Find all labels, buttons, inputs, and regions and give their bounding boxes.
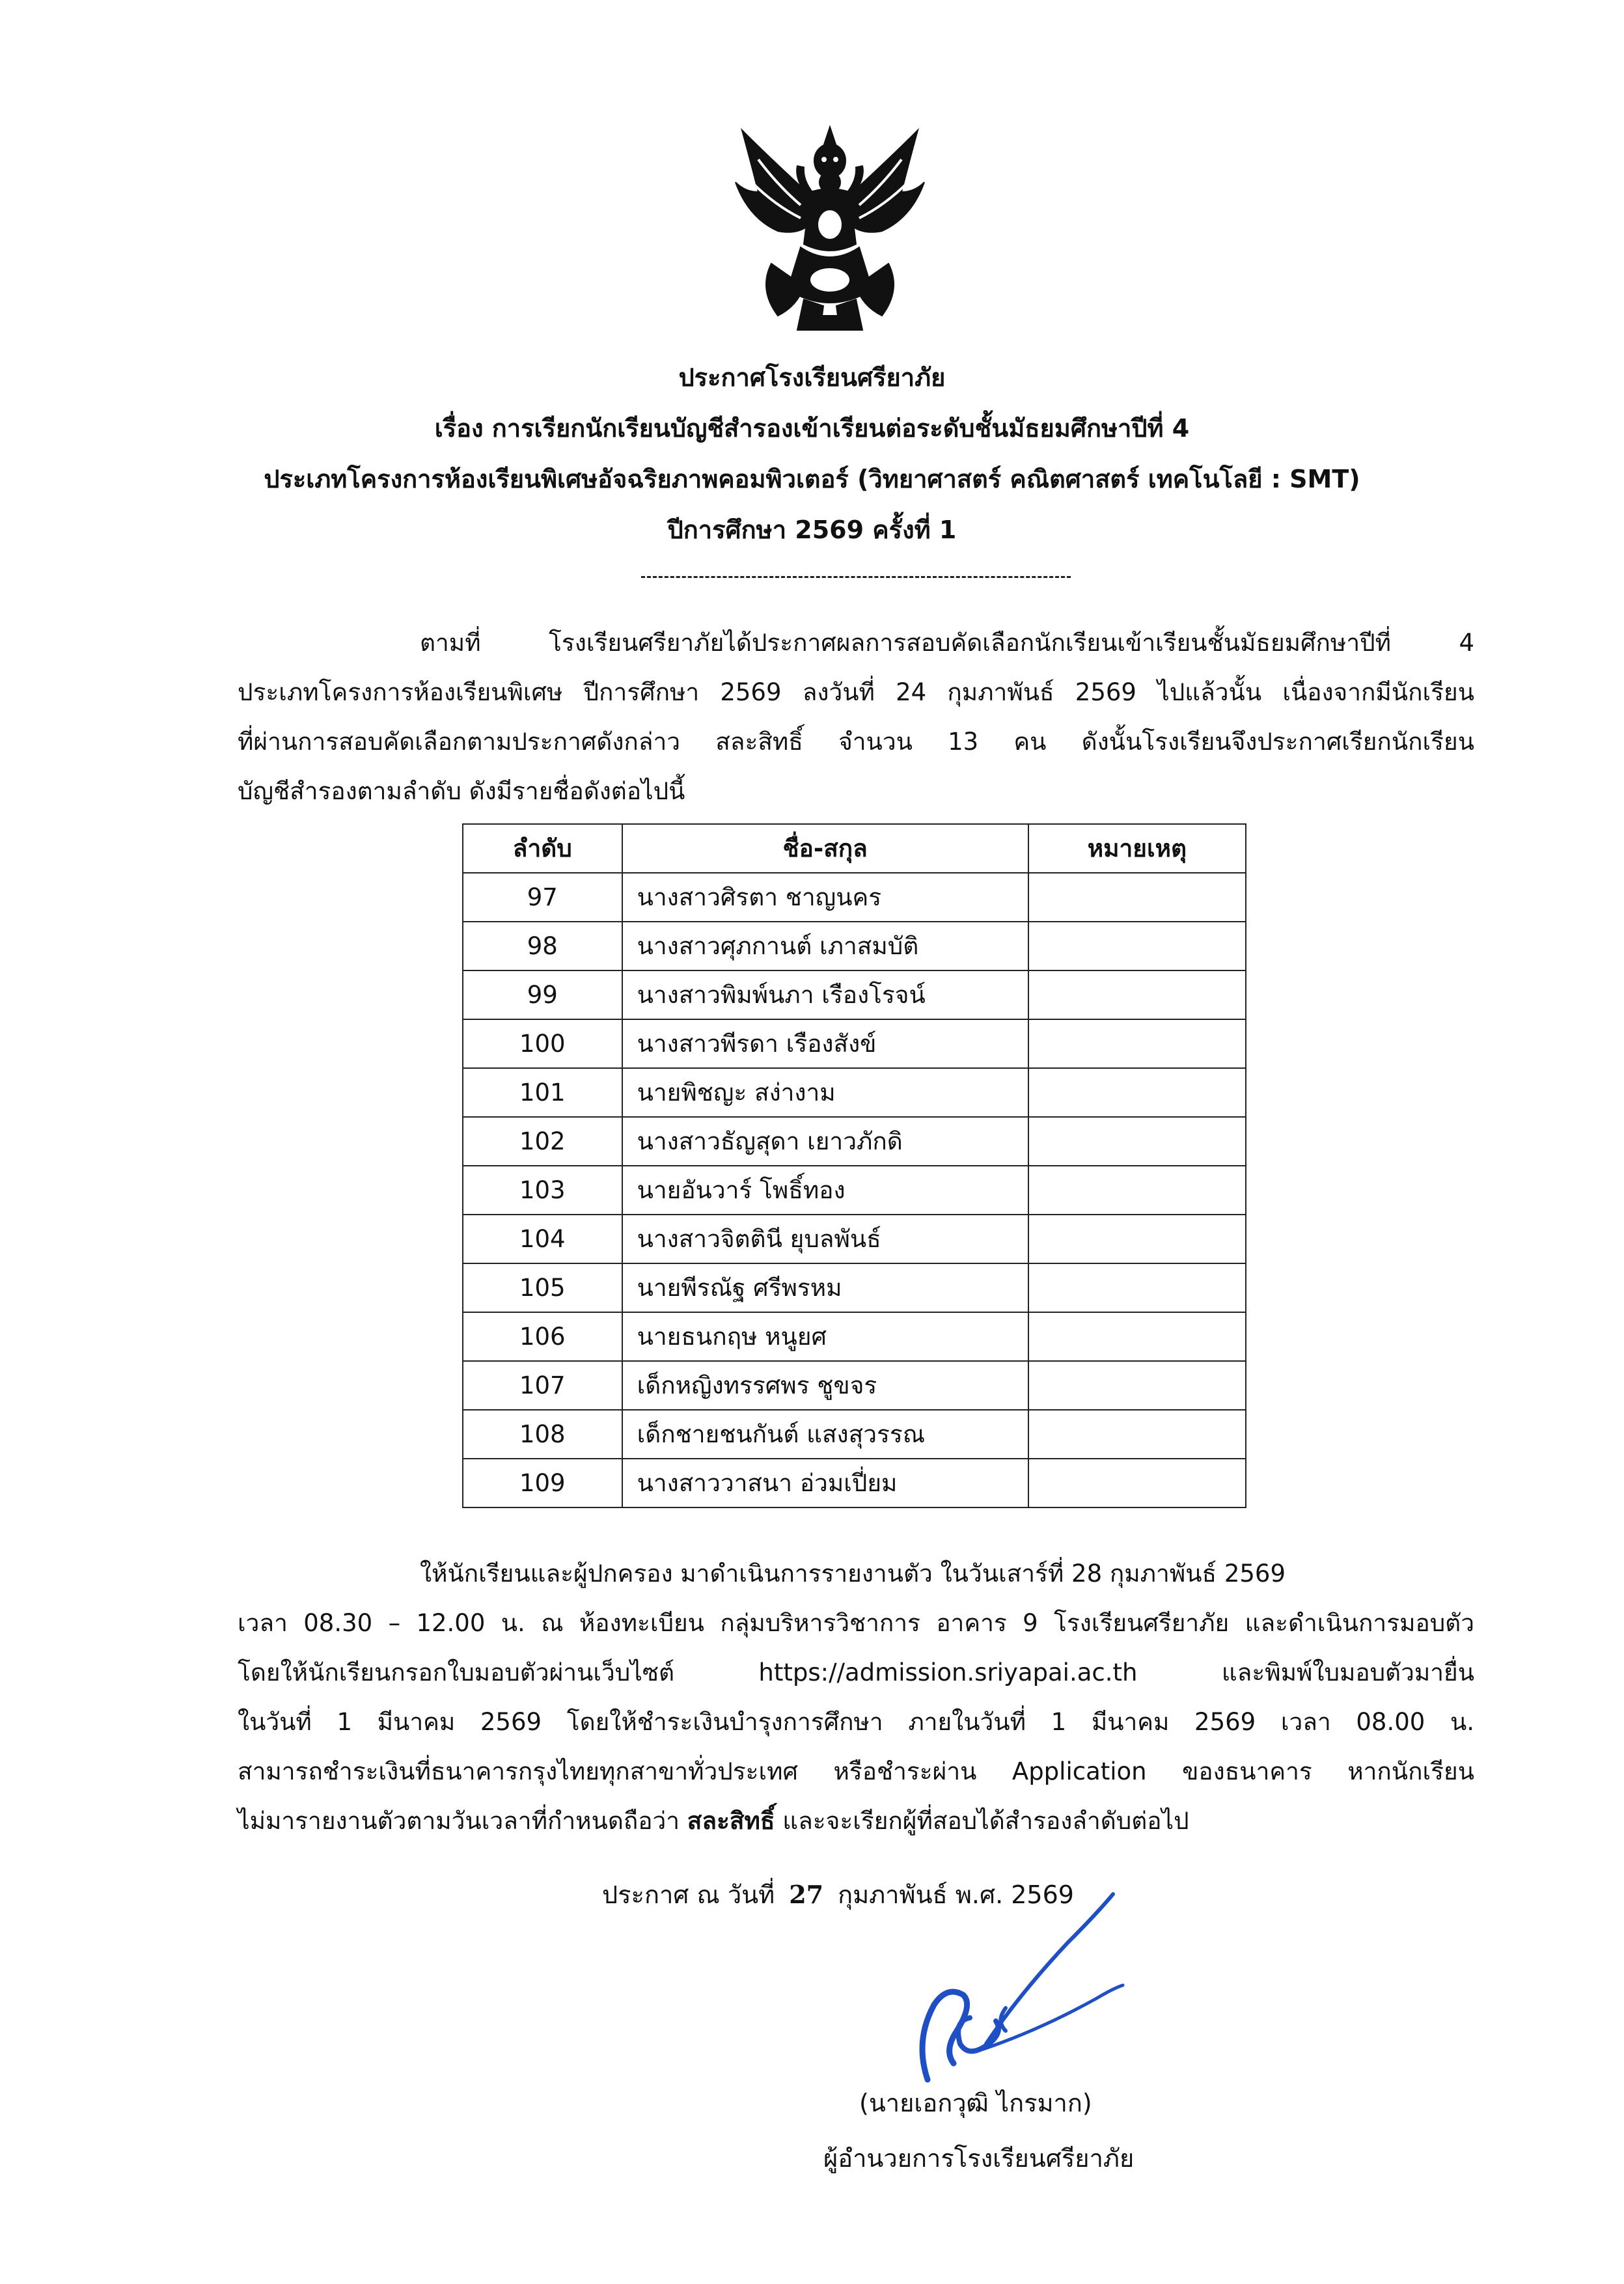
announcement-academic-year: ปีการศึกษา 2569 ครั้งที่ 1 (667, 516, 957, 544)
column-header-note: หมายเหตุ (1028, 824, 1246, 873)
date-suffix: กุมภาพันธ์ พ.ศ. 2569 (838, 1880, 1074, 1909)
header-divider (641, 576, 1071, 578)
table-row (463, 1410, 1246, 1459)
announcement-issuer: ประกาศโรงเรียนศรียาภัย (678, 363, 946, 392)
note-cell (1028, 1410, 1246, 1459)
intro-line: ตามที่ โรงเรียนศรียาภัยได้ประกาศผลการสอบคัดเลือกนักเรียนเข้าเรียนชั้นมัธยมศึกษาปีที่ 4 (420, 629, 1474, 657)
order-cell: 99 (463, 970, 622, 1019)
order-cell: 109 (463, 1459, 622, 1507)
forfeit-emphasis: สละสิทธิ์ (687, 1807, 775, 1835)
note-cell (1028, 1019, 1246, 1068)
date-day: 27 (789, 1880, 824, 1909)
order-cell: 107 (463, 1361, 622, 1410)
table-row (463, 1361, 1246, 1410)
note-cell (1028, 1361, 1246, 1410)
name-cell: นายพิชญะ สง่างาม (622, 1068, 1028, 1117)
name-cell: เด็กชายชนกันต์ แสงสุวรรณ (622, 1410, 1028, 1459)
announcement-subject: เรื่อง การเรียกนักเรียนบัญชีสำรองเข้าเรียนต่อระดับชั้นมัธยมศึกษาปีที่ 4 (434, 414, 1190, 443)
note-cell (1028, 1166, 1246, 1215)
table-row (463, 873, 1246, 922)
note-cell (1028, 873, 1246, 922)
garuda-emblem-icon (732, 120, 928, 335)
name-cell: นายพีรณัฐ ศรีพรหม (622, 1263, 1028, 1312)
handwritten-signature (908, 1891, 1152, 2093)
column-header-name: ชื่อ-สกุล (622, 824, 1028, 873)
order-cell: 98 (463, 922, 622, 970)
instructions-line: โดยให้นักเรียนกรอกใบมอบตัวผ่านเว็บไซต์ https://admission.sriyapai.ac.th และพิมพ์ใบมอบตัวมายื่น (238, 1658, 1474, 1686)
name-cell: นางสาวจิตตินี ยุบลพันธ์ (622, 1215, 1028, 1263)
note-cell (1028, 1215, 1246, 1263)
order-cell: 100 (463, 1019, 622, 1068)
instructions-line: สามารถชำระเงินที่ธนาคารกรุงไทยทุกสาขาทั่วประเทศ หรือชำระผ่าน Application ของธนาคาร หากนักเรียน (238, 1757, 1474, 1785)
table-row (463, 1263, 1246, 1312)
column-header-order: ลำดับ (463, 824, 622, 873)
date-prefix: ประกาศ ณ วันที่ (602, 1880, 775, 1909)
table-row (463, 1166, 1246, 1215)
note-cell (1028, 970, 1246, 1019)
table-row (463, 1117, 1246, 1166)
instructions-line: ในวันที่ 1 มีนาคม 2569 โดยให้ชำระเงินบำรุงการศึกษา ภายในวันที่ 1 มีนาคม 2569 เวลา 08.00 น. (238, 1708, 1474, 1736)
table-row (463, 970, 1246, 1019)
order-cell: 106 (463, 1312, 622, 1361)
note-cell (1028, 1117, 1246, 1166)
instructions-paragraph (238, 1549, 1474, 1846)
instructions-line (238, 1796, 1474, 1846)
name-cell: นางสาววาสนา อ่วมเปี่ยม (622, 1459, 1028, 1507)
note-cell (1028, 1312, 1246, 1361)
table-row (463, 1312, 1246, 1361)
order-cell: 104 (463, 1215, 622, 1263)
instructions-text: และจะเรียกผู้ที่สอบได้สำรองลำดับต่อไป (775, 1807, 1189, 1835)
order-cell: 103 (463, 1166, 622, 1215)
name-cell: นางสาวธัญสุดา เยาวภักดิ (622, 1117, 1028, 1166)
intro-line: ที่ผ่านการสอบคัดเลือกตามประกาศดังกล่าว สละสิทธิ์ จำนวน 13 คน ดังนั้นโรงเรียนจึงประกาศเรียกนักเรียน (238, 728, 1474, 756)
table-header-row (463, 824, 1246, 873)
table-row (463, 1019, 1246, 1068)
order-cell: 105 (463, 1263, 622, 1312)
table-row (463, 1459, 1246, 1507)
order-cell: 97 (463, 873, 622, 922)
intro-line: ประเภทโครงการห้องเรียนพิเศษ ปีการศึกษา 2569 ลงวันที่ 24 กุมภาพันธ์ 2569 ไปแล้วนั้น เนื่องจากมีนักเรียน (238, 678, 1474, 706)
reserve-list-table (462, 823, 1246, 1508)
table-row (463, 1068, 1246, 1117)
name-cell: เด็กหญิงทรรศพร ชูขจร (622, 1361, 1028, 1410)
order-cell: 101 (463, 1068, 622, 1117)
name-cell: นางสาวพีรดา เรืองสังข์ (622, 1019, 1028, 1068)
note-cell (1028, 922, 1246, 970)
announcement-program: ประเภทโครงการห้องเรียนพิเศษอัจฉริยภาพคอมพิวเตอร์ (วิทยาศาสตร์ คณิตศาสตร์ เทคโนโลยี : SMT) (264, 465, 1360, 493)
name-cell: นางสาวพิมพ์นภา เรืองโรจน์ (622, 970, 1028, 1019)
order-cell: 102 (463, 1117, 622, 1166)
instructions-line: เวลา 08.30 – 12.00 น. ณ ห้องทะเบียน กลุ่มบริหารวิชาการ อาคาร 9 โรงเรียนศรียาภัย และดำเนินการมอบตัว (238, 1609, 1474, 1637)
intro-paragraph (238, 618, 1474, 816)
note-cell (1028, 1459, 1246, 1507)
name-cell: นายธนกฤษ หนูยศ (622, 1312, 1028, 1361)
name-cell: นางสาวศิรตา ชาญนคร (622, 873, 1028, 922)
note-cell (1028, 1068, 1246, 1117)
signer-position: ผู้อำนวยการโรงเรียนศรียาภัย (823, 2144, 1135, 2173)
note-cell (1028, 1263, 1246, 1312)
instructions-line: ให้นักเรียนและผู้ปกครอง มาดำเนินการรายงานตัว ในวันเสาร์ที่ 28 กุมภาพันธ์ 2569 (420, 1560, 1286, 1588)
order-cell: 108 (463, 1410, 622, 1459)
signer-name: (นายเอกวุฒิ ไกรมาก) (859, 2089, 1092, 2117)
table-row (463, 922, 1246, 970)
name-cell: นายอันวาร์ โพธิ์ทอง (622, 1166, 1028, 1215)
name-cell: นางสาวศุภกานต์ เภาสมบัติ (622, 922, 1028, 970)
instructions-text: ไม่มารายงานตัวตามวันเวลาที่กำหนดถือว่า (238, 1807, 687, 1835)
table-row (463, 1215, 1246, 1263)
intro-line: บัญชีสำรองตามลำดับ ดังมีรายชื่อดังต่อไปนี้ (238, 777, 685, 805)
